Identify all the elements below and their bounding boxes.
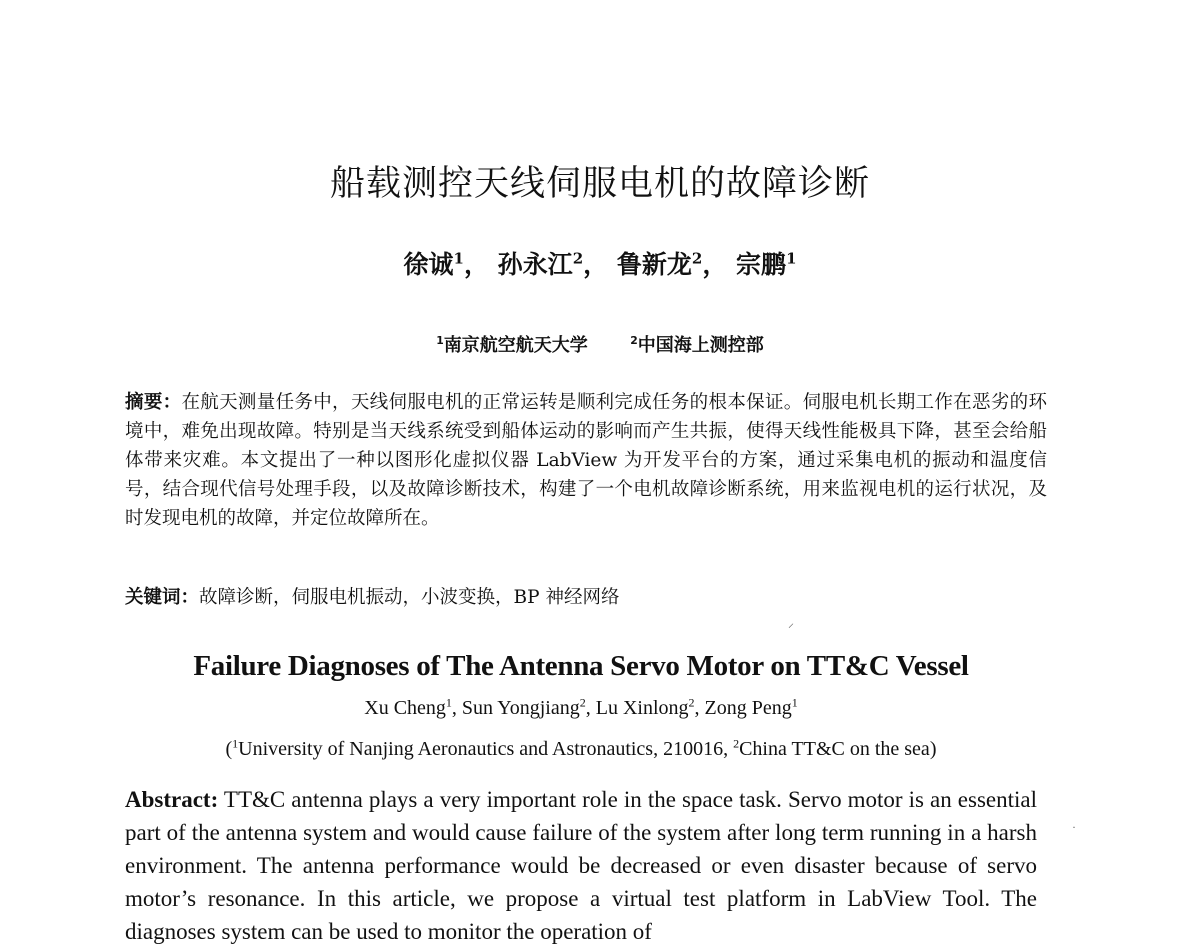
affiliation-name: University of Nanjing Aeronautics and Astronautics, 210016, xyxy=(238,738,734,760)
affiliation-name: China TT&C on the sea xyxy=(739,738,930,760)
chinese-keywords xyxy=(125,584,1047,612)
author-name: 鲁新龙 xyxy=(616,250,692,279)
author-separator: ， xyxy=(583,250,609,279)
affiliation-name: 南京航空航天大学 xyxy=(443,335,588,356)
author-name: Zong Peng xyxy=(704,697,792,719)
english-author-list xyxy=(0,697,1162,720)
author-separator: , xyxy=(451,697,462,719)
chinese-abstract-label: 摘要： xyxy=(125,392,182,413)
author-affiliation-mark: 2 xyxy=(579,695,586,710)
scan-speck: · xyxy=(1072,820,1076,834)
affiliation-name: 中国海上测控部 xyxy=(637,335,764,356)
paren-open: ( xyxy=(225,738,233,760)
paren-close: ) xyxy=(929,738,937,760)
english-abstract-label: Abstract: xyxy=(125,787,219,812)
chinese-keywords-label: 关键词： xyxy=(125,587,200,608)
author-separator: , xyxy=(585,697,596,719)
chinese-author-list xyxy=(0,245,1200,281)
english-affiliations xyxy=(0,738,1162,761)
author-affiliation-mark: 1 xyxy=(453,249,464,268)
chinese-abstract xyxy=(125,388,1047,533)
author-name: Lu Xinlong xyxy=(595,697,689,719)
affiliation-mark: 2 xyxy=(733,736,740,751)
author-separator: ， xyxy=(702,250,728,279)
author-separator: , xyxy=(694,697,705,719)
author-name: 宗鹏 xyxy=(736,250,787,279)
author-name: Sun Yongjiang xyxy=(461,697,580,719)
author-separator: ， xyxy=(463,250,489,279)
author-name: 孙永江 xyxy=(497,250,573,279)
author-affiliation-mark: 2 xyxy=(572,249,584,268)
chinese-keywords-text: 故障诊断，伺服电机振动，小波变换，BP 神经网络 xyxy=(199,587,620,608)
author-name: Xu Cheng xyxy=(364,697,446,719)
english-abstract xyxy=(125,783,1037,948)
chinese-affiliations xyxy=(0,331,1200,357)
scan-speck: ⸝ xyxy=(788,616,795,630)
affiliation-mark: 2 xyxy=(630,334,638,347)
english-title: Failure Diagnoses of The Antenna Servo Motor on TT&C Vessel xyxy=(193,650,969,682)
english-abstract-text: TT&C antenna plays a very important role in the space task. Servo motor is an essential part of the antenna system and would cause failure of the system after long term running in a harsh environment. The antenna performance would be decreased or even disaster because of servo motor’s resonance. In this article, we propose a virtual test platform in LabView Tool. The diagnoses system can be used to monitor the operation of xyxy=(125,787,1037,944)
author-affiliation-mark: 1 xyxy=(791,695,798,710)
affiliation-mark: 1 xyxy=(436,334,444,347)
chinese-title: 船载测控天线伺服电机的故障诊断 xyxy=(329,164,870,204)
author-name: 徐诚 xyxy=(403,250,454,279)
chinese-abstract-text: 在航天测量任务中，天线伺服电机的正常运转是顺利完成任务的根本保证。伺服电机长期工作在恶劣的环境中，难免出现故障。特别是当天线系统受到船体运动的影响而产生共振，使得天线性能极具下降，甚至会给船体带来灾难。本文提出了一种以图形化虚拟仪器 LabView 为开发平台的方案，通过采集电机的振动和温度信号，结合现代信号处理手段，以及故障诊断技术，构建了一个电机故障诊断系统，用来监视电机的运行状况，及时发现电机的故障，并定位故障所在。 xyxy=(125,392,1047,529)
author-affiliation-mark: 1 xyxy=(786,249,797,268)
affiliation-mark: 1 xyxy=(232,736,239,751)
author-affiliation-mark: 2 xyxy=(691,249,703,268)
author-affiliation-mark: 1 xyxy=(445,695,452,710)
author-affiliation-mark: 2 xyxy=(688,695,695,710)
